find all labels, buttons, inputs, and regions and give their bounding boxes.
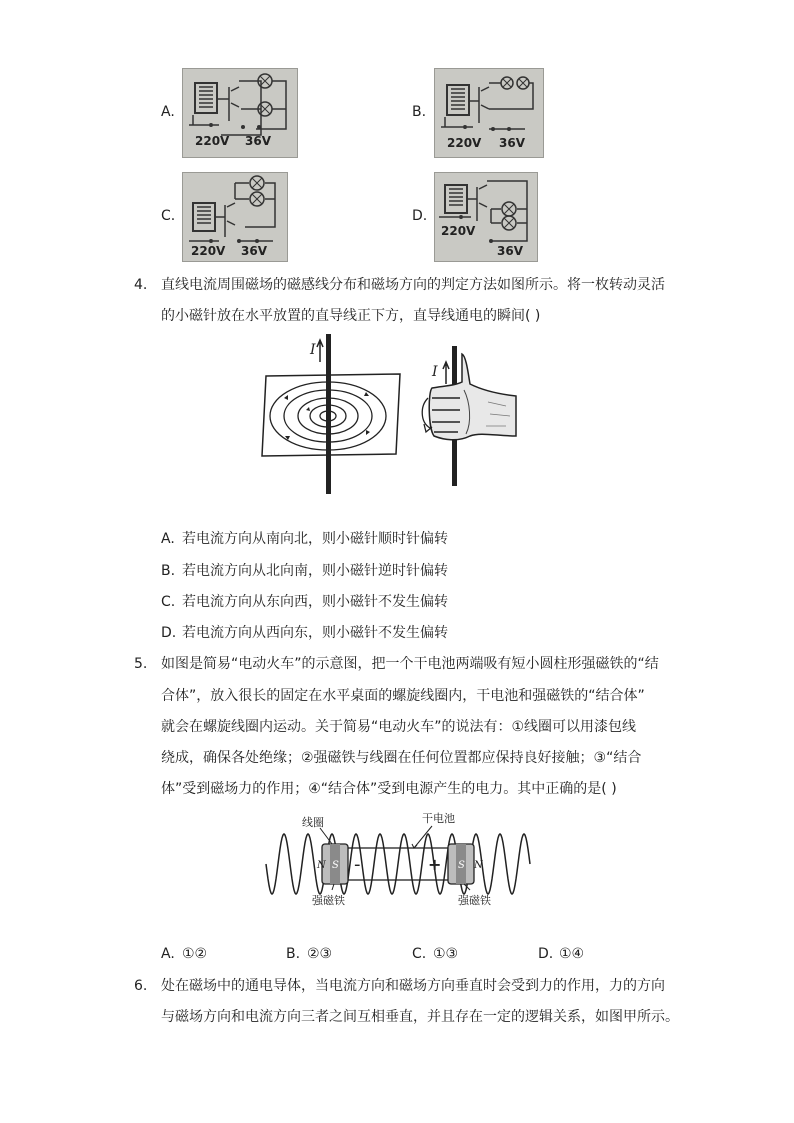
q3-option-c-voltage-left: 220V bbox=[191, 244, 226, 258]
q4-magnetic-field-figure bbox=[258, 332, 518, 494]
svg-text:N: N bbox=[317, 860, 326, 871]
q6-number: 6. bbox=[134, 978, 148, 994]
q4-option-a-letter: A. bbox=[161, 531, 175, 547]
q5-label-coil: 线圈 bbox=[302, 816, 324, 829]
q5-option-c-text: ①③ bbox=[433, 946, 459, 962]
q3-option-b-circuit-image bbox=[434, 68, 544, 158]
q5-battery-plus: + bbox=[428, 855, 442, 874]
q5-option-a-text: ①② bbox=[182, 946, 208, 962]
q3-option-d-letter: D. bbox=[412, 208, 428, 224]
q5-stem-line-2: 合体”，放入很长的固定在水平桌面的螺旋线圈内，干电池和强磁铁的“结合体” bbox=[161, 688, 645, 704]
q3-option-b-voltage-right: 36V bbox=[499, 136, 525, 150]
q5-battery-minus: - bbox=[354, 854, 361, 875]
q3-option-a-voltage-right: 36V bbox=[245, 134, 271, 148]
q5-stem-line-1: 如图是简易“电动火车”的示意图，把一个干电池两端吸有短小圆柱形强磁铁的“结 bbox=[161, 656, 659, 672]
q4-option-b-text: 若电流方向从北向南，则小磁针逆时针偏转 bbox=[182, 563, 448, 579]
q3-option-c-letter: C. bbox=[161, 208, 176, 224]
q5-option-d-text: ①④ bbox=[559, 946, 585, 962]
q4-current-label-right: I bbox=[432, 364, 438, 380]
q5-stem-line-3: 就会在螺旋线圈内运动。关于简易“电动火车”的说法有：①线圈可以用漆包线 bbox=[161, 719, 637, 735]
q5-stem-line-5: 体”受到磁场力的作用；④“结合体”受到电源产生的电力。其中正确的是( ) bbox=[161, 781, 617, 797]
q3-option-a-circuit-image bbox=[182, 68, 298, 158]
q5-label-magnet-left: 强磁铁 bbox=[312, 894, 345, 907]
q3-option-c-circuit-image bbox=[182, 172, 288, 262]
q3-option-d-voltage-left: 220V bbox=[441, 224, 476, 238]
svg-text:S: S bbox=[458, 860, 465, 871]
q5-label-magnet-right: 强磁铁 bbox=[458, 894, 491, 907]
q3-option-d-voltage-right: 36V bbox=[497, 244, 523, 258]
q4-option-d-text: 若电流方向从西向东，则小磁针不发生偏转 bbox=[182, 625, 448, 641]
q5-number: 5. bbox=[134, 656, 148, 672]
q3-option-b-voltage-left: 220V bbox=[447, 136, 482, 150]
q4-number: 4. bbox=[134, 277, 148, 293]
q3-option-b-letter: B. bbox=[412, 104, 427, 120]
q3-option-c-voltage-right: 36V bbox=[241, 244, 267, 258]
q3-option-a-letter: A. bbox=[161, 104, 175, 120]
q4-stem-line-2: 的小磁针放在水平放置的直导线正下方，直导线通电的瞬间( ) bbox=[161, 308, 541, 324]
q5-option-b-letter: B. bbox=[286, 946, 301, 962]
q4-option-c-text: 若电流方向从东向西，则小磁针不发生偏转 bbox=[182, 594, 448, 610]
q5-electric-train-figure bbox=[262, 808, 534, 912]
q4-option-a-text: 若电流方向从南向北，则小磁针顺时针偏转 bbox=[182, 531, 448, 547]
q5-option-a-letter: A. bbox=[161, 946, 175, 962]
q6-stem-line-2: 与磁场方向和电流方向三者之间互相垂直，并且存在一定的逻辑关系，如图甲所示。 bbox=[161, 1009, 679, 1025]
q3-option-a-voltage-left: 220V bbox=[195, 134, 230, 148]
q6-stem-line-1: 处在磁场中的通电导体，当电流方向和磁场方向垂直时会受到力的作用，力的方向 bbox=[161, 978, 665, 994]
q5-option-d-letter: D. bbox=[538, 946, 554, 962]
q3-option-d-circuit-image bbox=[434, 172, 538, 262]
svg-text:N: N bbox=[474, 860, 483, 871]
q4-option-b-letter: B. bbox=[161, 563, 176, 579]
q5-option-b-text: ②③ bbox=[307, 946, 333, 962]
q5-stem-line-4: 绕成，确保各处绝缘；②强磁铁与线圈在任何位置都应保持良好接触；③“结合 bbox=[161, 750, 642, 766]
q5-coil-wave bbox=[266, 834, 530, 894]
q4-stem-line-1: 直线电流周围磁场的磁感线分布和磁场方向的判定方法如图所示。将一枚转动灵活 bbox=[161, 277, 665, 293]
q5-label-battery: 干电池 bbox=[422, 812, 455, 825]
q5-option-c-letter: C. bbox=[412, 946, 427, 962]
q4-current-label-left: I bbox=[310, 342, 316, 358]
q4-option-c-letter: C. bbox=[161, 594, 176, 610]
q4-option-d-letter: D. bbox=[161, 625, 177, 641]
svg-text:S: S bbox=[332, 860, 339, 871]
